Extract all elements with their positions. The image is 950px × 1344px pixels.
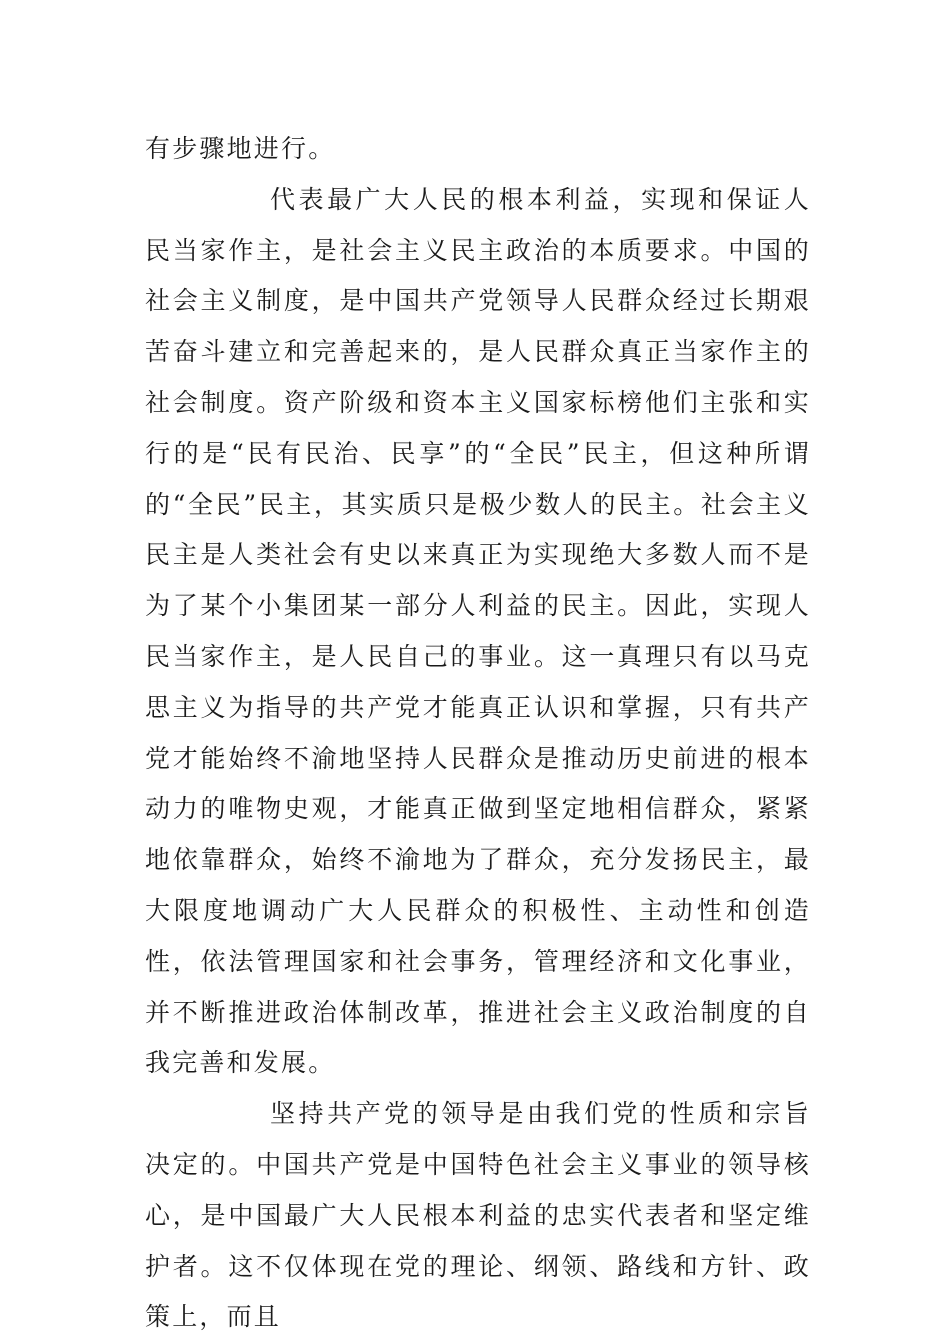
body-text [145, 124, 811, 1343]
paragraph-continuation: 有步骤地进行。 [145, 134, 336, 163]
paragraph-people-as-masters: 代表最广大人民的根本利益，实现和保证人民当家作主，是社会主义民主政治的本质要求。中国的社会主义制度，是中国共产党领导人民群众经过长期艰苦奋斗建立和完善起来的，是人民群众真正当家作主的社会制度。资产阶级和资本主义国家标榜他们主张和实行的是“民有民治、民享”的“全民”民主，但这种所谓的“全民”民主，其实质只是极少数人的民主。社会主义民主是人类社会有史以来真正为实现绝大多数人而不是为了某个小集团某一部分人利益的民主。因此，实现人民当家作主，是人民自己的事业。这一真理只有以马克思主义为指导的共产党才能真正认识和掌握，只有共产党才能始终不渝地坚持人民群众是推动历史前进的根本动力的唯物史观，才能真正做到坚定地相信群众，紧紧地依靠群众，始终不渝地为了群众，充分发扬民主，最大限度地调动广大人民群众的积极性、主动性和创造性，依法管理国家和社会事务，管理经济和文化事业，并不断推进政治体制改革，推进社会主义政治制度的自我完善和发展。 [145, 184, 811, 1078]
paragraph-party-leadership: 坚持共产党的领导是由我们党的性质和宗旨决定的。中国共产党是中国特色社会主义事业的领导核心，是中国最广大人民根本利益的忠实代表者和坚定维护者。这不仅体现在党的理论、纲领、路线和方针、政策上，而且 [145, 1099, 811, 1332]
